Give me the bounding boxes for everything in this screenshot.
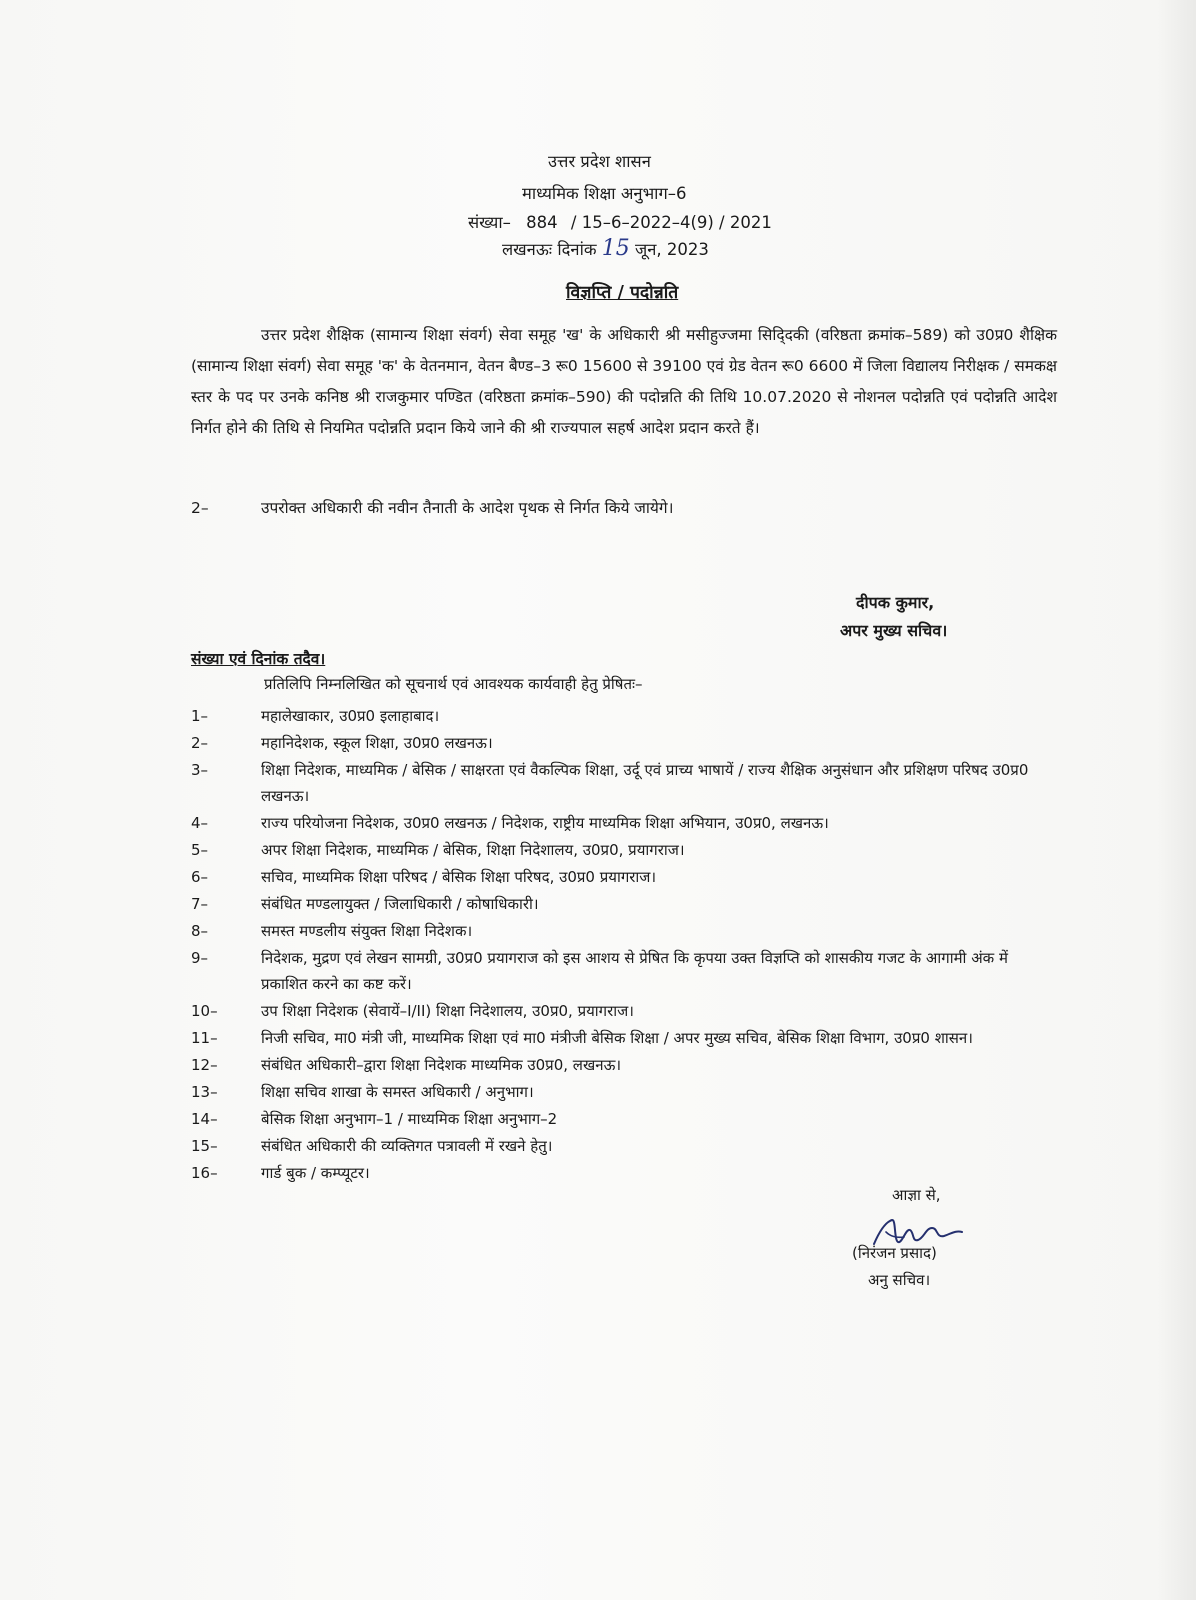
reference-same: संख्या एवं दिनांक तदैव। xyxy=(191,650,326,668)
list-item: 16– गार्ड बुक / कम्प्यूटर। xyxy=(191,1164,370,1182)
date-suffix: जून, 2023 xyxy=(635,240,709,259)
date-prefix: लखनऊः दिनांक xyxy=(502,240,597,259)
copy-intro: प्रतिलिपि निम्नलिखित को सूचनार्थ एवं आवश्यक कार्यवाही हेतु प्रेषितः– xyxy=(264,675,643,693)
notice-title: विज्ञप्ति / पदोन्नति xyxy=(566,283,679,303)
paragraph-1: उत्तर प्रदेश शैक्षिक (सामान्य शिक्षा संवर्ग) सेवा समूह 'ख' के अधिकारी श्री मसीहुज्जमा सिदि्दकी (वरिष्ठता क्रमांक–589) को उ0प्र0 शैक्षिक (सामान्य शिक्षा संवर्ग) सेवा समूह 'क' के वेतनमान, वेतन बैण्ड–3 रू0 15600 से 39100 एवं ग्रेड वेतन रू0 6600 में जिला विद्यालय निरीक्षक / समकक्ष स्तर के पद पर उनके कनिष्ठ श्री राजकुमार पण्डित (वरिष्ठता क्रमांक–590) की पदोन्नति की तिथि 10.07.2020 से नोशनल पदोन्नति एवं पदोन्नति आदेश निर्गत होने की तिथि से नियमित पदोन्नति प्रदान किये जाने की श्री राज्यपाल सहर्ष आदेश प्रदान करते हैं। xyxy=(191,326,1057,437)
date-day-handwritten: 15 xyxy=(601,236,630,261)
reference-label: संख्या– xyxy=(468,213,511,232)
list-item: 14– बेसिक शिक्षा अनुभाग–1 / माध्यमिक शिक्षा अनुभाग–2 xyxy=(191,1110,558,1128)
closing-name: (निरंजन प्रसाद) xyxy=(852,1244,937,1262)
list-item: 11– निजी सचिव, मा0 मंत्री जी, माध्यमिक शिक्षा एवं मा0 मंत्रीजी बेसिक शिक्षा / अपर मुख्य सचिव, बेसिक शिक्षा विभाग, उ0प्र0 शासन। xyxy=(191,1029,973,1047)
closing-designation: अनु सचिव। xyxy=(868,1271,931,1289)
list-item: 3– शिक्षा निदेशक, माध्यमिक / बेसिक / साक्षरता एवं वैकल्पिक शिक्षा, उर्दू एवं प्राच्य भाषायें / राज्य शैक्षिक अनुसंधान और प्रशिक्षण परिषद उ0प्र0 लखनऊ। xyxy=(191,761,1029,805)
reference-rest: / 15–6–2022–4(9) / 2021 xyxy=(570,213,772,232)
list-item: 8– समस्त मण्डलीय संयुक्त शिक्षा निदेशक। xyxy=(191,922,473,940)
header-date xyxy=(502,236,709,261)
paragraph-2 xyxy=(191,496,674,518)
header-line-1: उत्तर प्रदेश शासन xyxy=(548,152,651,171)
list-item: 15– संबंधित अधिकारी की व्यक्तिगत पत्रावली में रखने हेतु। xyxy=(191,1137,553,1155)
list-item: 2– महानिदेशक, स्कूल शिक्षा, उ0प्र0 लखनऊ। xyxy=(191,734,493,752)
paragraph-2-text: उपरोक्त अधिकारी की नवीन तैनाती के आदेश पृथक से निर्गत किये जायेगे। xyxy=(261,499,674,517)
list-item: 5– अपर शिक्षा निदेशक, माध्यमिक / बेसिक, शिक्षा निदेशालय, उ0प्र0, प्रयागराज। xyxy=(191,841,685,859)
closing-order: आज्ञा से, xyxy=(892,1186,941,1204)
reference-num: 884 xyxy=(526,213,558,232)
signatory-designation: अपर मुख्य सचिव। xyxy=(840,621,948,640)
list-item: 12– संबंधित अधिकारी–द्वारा शिक्षा निदेशक माध्यमिक उ0प्र0, लखनऊ। xyxy=(191,1056,622,1074)
list-item: 6– सचिव, माध्यमिक शिक्षा परिषद / बेसिक शिक्षा परिषद, उ0प्र0 प्रयागराज। xyxy=(191,868,657,886)
signatory-name: दीपक कुमार, xyxy=(856,593,935,612)
list-item: 13– शिक्षा सचिव शाखा के समस्त अधिकारी / अनुभाग। xyxy=(191,1083,534,1101)
reference-number xyxy=(468,210,772,233)
list-item: 1– महालेखाकार, उ0प्र0 इलाहाबाद। xyxy=(191,707,440,725)
list-item: 9– निदेशक, मुद्रण एवं लेखन सामग्री, उ0प्र0 प्रयागराज को इस आशय से प्रेषित कि कृपया उक्त विज्ञप्ति को शासकीय गजट के आगामी अंक में प्रकाशित करने का कष्ट करें। xyxy=(191,949,1008,993)
list-item: 4– राज्य परियोजना निदेशक, उ0प्र0 लखनऊ / निदेशक, राष्ट्रीय माध्यमिक शिक्षा अभियान, उ0प्र0, लखनऊ। xyxy=(191,814,829,832)
list-item: 7– संबंधित मण्डलायुक्त / जिलाधिकारी / कोषाधिकारी। xyxy=(191,895,539,913)
copy-list xyxy=(191,703,1041,1187)
list-item: 10– उप शिक्षा निदेशक (सेवायें–I/II) शिक्षा निदेशालय, उ0प्र0, प्रयागराज। xyxy=(191,1002,634,1020)
header-line-2: माध्यमिक शिक्षा अनुभाग–6 xyxy=(522,184,687,203)
paragraph-2-number: 2– xyxy=(191,499,209,517)
